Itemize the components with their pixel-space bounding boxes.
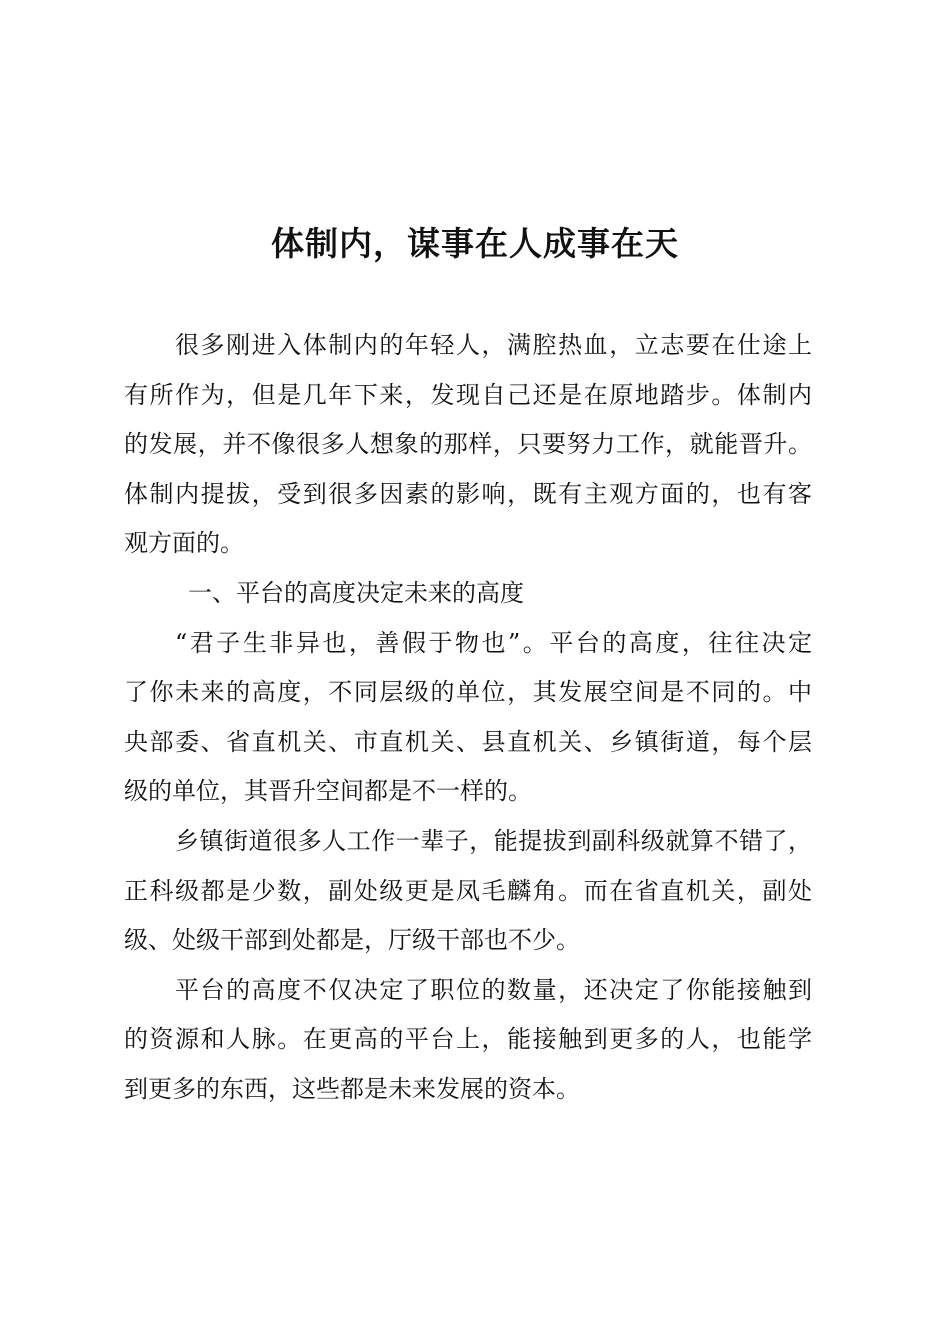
paragraph	[124, 817, 812, 966]
text-line: 平台的高度不仅决定了职位的数量，还决定了你能接触到	[175, 975, 812, 1004]
text-line: 了你未来的高度，不同层级的单位，其发展空间是不同的。中	[124, 678, 812, 707]
text-line: 乡镇街道很多人工作一辈子，能提拔到副科级就算不错了，	[175, 826, 812, 855]
text-line: 一、平台的高度决定未来的高度	[188, 578, 524, 607]
text-line: 级的单位，其晋升空间都是不一样的。	[124, 777, 532, 806]
text-line: 央部委、省直机关、市直机关、县直机关、乡镇街道，每个层	[124, 727, 812, 756]
text-line: 正科级都是少数，副处级更是凤毛麟角。而在省直机关，副处	[124, 876, 812, 905]
text-line: “君子生非异也，善假于物也”。平台的高度，往往决定	[175, 628, 812, 657]
document-title: 体制内，谋事在人成事在天	[271, 224, 679, 263]
text-line: 的资源和人脉。在更高的平台上，能接触到更多的人，也能学	[124, 1025, 812, 1054]
text-line: 很多刚进入体制内的年轻人，满腔热血，立志要在仕途上	[175, 331, 812, 359]
text-line: 到更多的东西，这些都是未来发展的资本。	[124, 1074, 580, 1103]
text-line: 级、处级干部到处都是，厅级干部也不少。	[124, 926, 580, 955]
text-line: 的发展，并不像很多人想象的那样，只要努力工作，就能晋升。	[124, 430, 812, 459]
paragraph	[124, 966, 812, 1115]
section-heading	[124, 569, 812, 619]
document-body	[124, 321, 812, 1115]
paragraph	[124, 321, 812, 569]
paragraph	[124, 619, 812, 817]
text-line: 观方面的。	[124, 529, 244, 558]
text-line: 体制内提拔，受到很多因素的影响，既有主观方面的，也有客	[124, 479, 812, 508]
text-line: 有所作为，但是几年下来，发现自己还是在原地踏步。体制内	[124, 380, 812, 409]
